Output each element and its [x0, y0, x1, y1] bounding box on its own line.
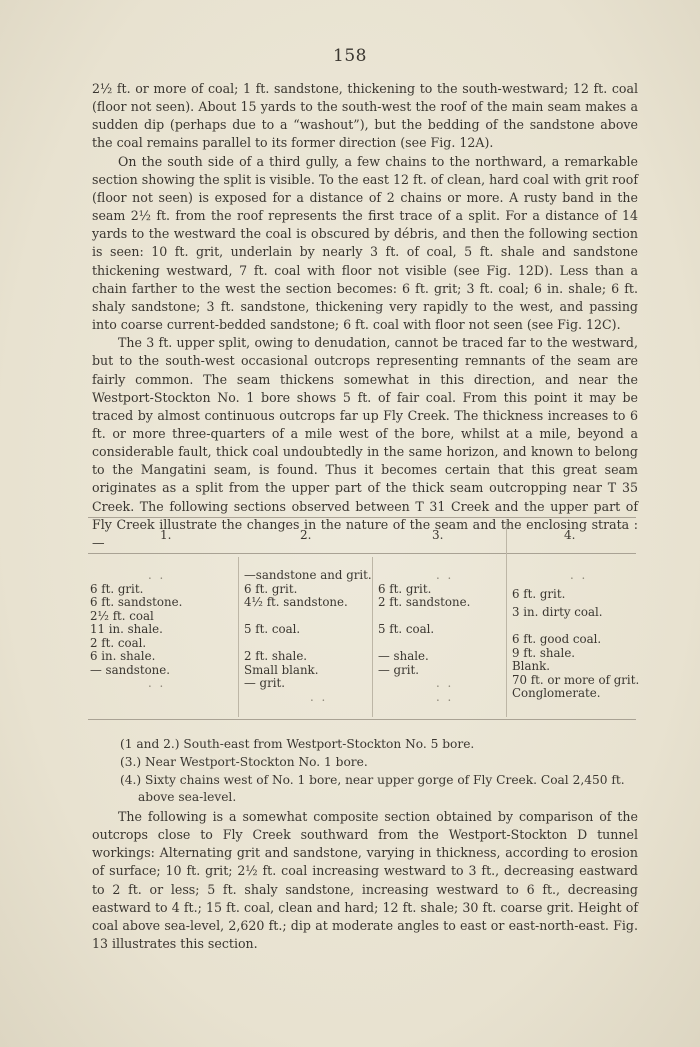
body-text-upper	[92, 80, 638, 552]
dots: . .	[570, 568, 588, 582]
column-divider-3	[506, 521, 507, 717]
col1-row: 6 ft. sandstone.	[90, 595, 183, 610]
col2-row: —sandstone and grit.	[244, 568, 372, 582]
table-header-4: 4.	[564, 528, 576, 542]
table-header-2: 2.	[300, 528, 312, 542]
col3-row: — grit.	[378, 662, 420, 677]
table-top-rule	[88, 517, 636, 518]
body-text-lower	[92, 808, 638, 953]
col1-row: — sandstone.	[90, 662, 171, 677]
col1-row: 2½ ft. coal	[90, 608, 154, 623]
table-bottom-rule	[88, 719, 636, 720]
table-notes	[120, 736, 640, 807]
col1-row: 6 ft. grit.	[90, 581, 144, 596]
column-2	[244, 569, 372, 704]
table-header-rule	[88, 553, 636, 554]
col2-row: 6 ft. grit.	[244, 581, 298, 596]
col2-row: 2 ft. shale.	[244, 649, 308, 664]
note-1-2: (1 and 2.) South-east from Westport-Stockton No. 5 bore.	[120, 737, 475, 751]
note-4: (4.) Sixty chains west of No. 1 bore, near upper gorge of Fly Creek. Coal 2,450 ft.	[120, 772, 625, 787]
table-header-3: 3.	[432, 528, 444, 542]
col1-row: 11 in. shale.	[90, 622, 163, 637]
col2-row: 5 ft. coal.	[244, 622, 301, 637]
column-3	[378, 569, 470, 704]
page-number: 158	[333, 46, 367, 66]
col4-row: Conglomerate.	[512, 686, 601, 701]
col4-row: 6 ft. good coal.	[512, 632, 602, 647]
dots: . .	[148, 676, 166, 691]
column-4	[512, 569, 639, 701]
dots: . .	[436, 689, 454, 704]
dots: . .	[436, 568, 454, 582]
col1-row: 2 ft. coal.	[90, 635, 147, 650]
col3-row: 2 ft. sandstone.	[378, 595, 471, 610]
paragraph-1: 2½ ft. or more of coal; 1 ft. sandstone, thickening to the south-westward; 12 ft. coal (floor not seen). About 15 yards to the south-west the roof of the main seam makes a sudden dip (perhaps due to a “washout”), but the bedding of the sandstone above the coal remains parallel to its former direction (see Fig. 12A).	[92, 81, 638, 151]
column-divider-1	[238, 557, 239, 717]
paragraph-4: The following is a somewhat composite section obtained by comparison of the outcrops close to Fly Creek southward from the Westport-Stockton D tunnel workings: Alternating grit and sandstone, varying in thickness, according to erosion of surface; 10 ft. grit; 2½ ft. coal increasing westward to 3 ft., decreasing eastward to 2 ft. or less; 5 ft. shaly sandstone, increasing westward to 6 ft., decreasing eastward to 4 ft.; 15 ft. coal, clean and hard; 12 ft. shale; 30 ft. coarse grit. Height of coal above sea-level, 2,620 ft.; dip at moderate angles to east or east-north-east. Fig. 13 illustrates this section.	[92, 809, 638, 952]
col4-row: 9 ft. shale.	[512, 645, 576, 660]
column-1	[90, 569, 182, 691]
col3-row: 6 ft. grit.	[378, 581, 432, 596]
col4-row: 6 ft. grit.	[512, 586, 566, 601]
note-3: (3.) Near Westport-Stockton No. 1 bore.	[120, 754, 368, 769]
col2-row: Small blank.	[244, 662, 319, 677]
dots: . .	[148, 568, 166, 582]
col1-row: 6 in. shale.	[90, 649, 156, 664]
col3-row: — shale.	[378, 649, 429, 664]
col2-row: 4½ ft. sandstone.	[244, 595, 348, 610]
sections-table	[88, 517, 640, 722]
column-divider-2	[372, 557, 373, 717]
col3-row: 5 ft. coal.	[378, 622, 435, 637]
col4-row: 70 ft. or more of grit.	[512, 672, 640, 687]
table-header-1: 1.	[160, 528, 172, 542]
col4-row: Blank.	[512, 659, 550, 674]
note-4-continued: above sea-level.	[138, 790, 237, 805]
col4-row: 3 in. dirty coal.	[512, 605, 603, 620]
col2-row: — grit.	[244, 676, 286, 691]
paragraph-3: The 3 ft. upper split, owing to denudation, cannot be traced far to the westward, but to the south-west occasional outcrops representing remnants of the seam are fairly common. The seam thickens somewhat in this direction, and near the Westport-Stockton No. 1 bore shows 5 ft. of fair coal. From this point it may be traced by almost continuous outcrops far up Fly Creek. The thickness increases to 6 ft. or more three-quarters of a mile west of the bore, whilst at a mile, beyond a considerable fault, thick coal undoubtedly in the same horizon, and known to belong to the Mangatini seam, is found. Thus it becomes certain that this great seam originates as a split from the upper part of the thick seam outcropping near T 35 Creek. The following sections observed between T 31 Creek and the upper part of Fly Creek illustrate the changes in the nature of the seam and the enclosing strata :—	[92, 335, 638, 550]
paragraph-2: On the south side of a third gully, a few chains to the northward, a remarkable section showing the split is visible. To the east 12 ft. of clean, hard coal with grit roof (floor not seen) is exposed for a distance of 2 chains or more. A rusty band in the seam 2½ ft. from the roof represents the first trace of a split. For a distance of 14 yards to the westward the coal is obscured by débris, and then the following section is seen: 10 ft. grit, underlain by nearly 3 ft. of coal, 5 ft. shale and sandstone thickening westward, 7 ft. coal with floor not visible (see Fig. 12D). Less than a chain farther to the west the section becomes: 6 ft. grit; 3 ft. coal; 6 in. shale; 6 ft. shaly sandstone; 3 ft. sandstone, thickening very rapidly to the west, and passing into coarse current-bedded sandstone; 6 ft. coal with floor not seen (see Fig. 12C).	[92, 153, 639, 333]
dots: . .	[310, 689, 328, 704]
dots: . .	[436, 676, 454, 691]
